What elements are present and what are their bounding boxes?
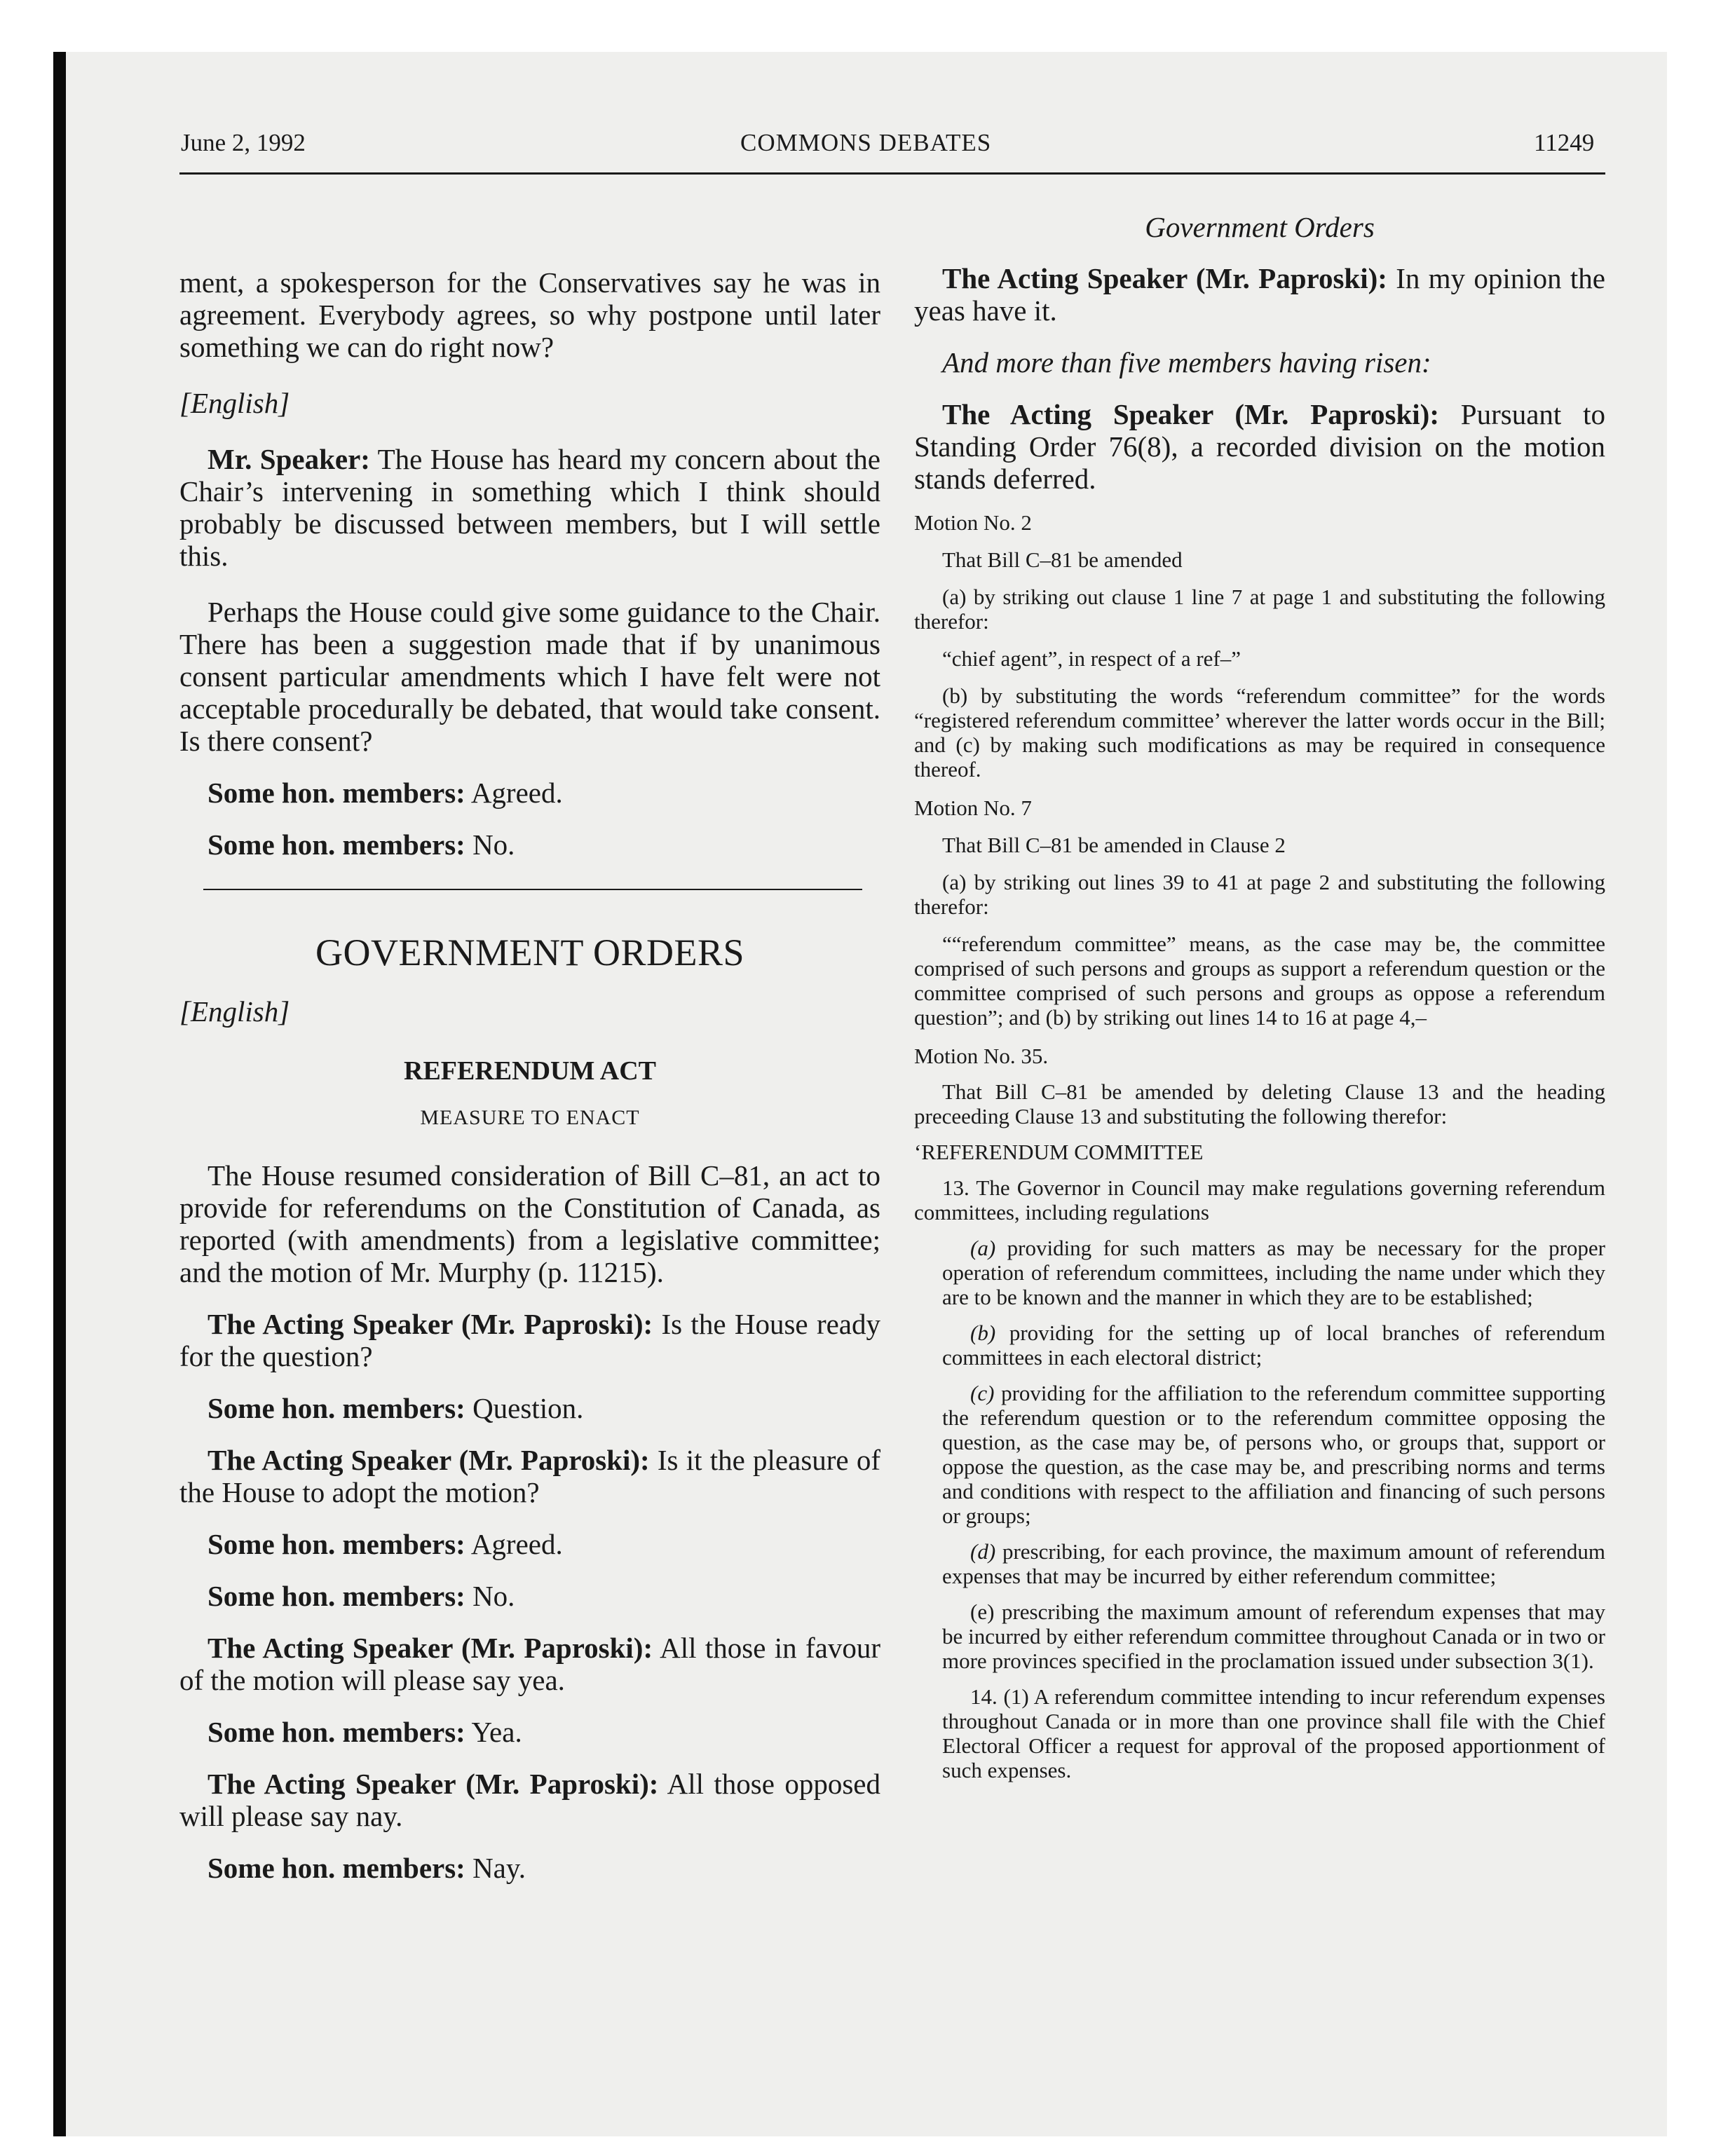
speech-text: No.: [465, 1580, 515, 1612]
clause-heading: ‘REFERENDUM COMMITTEE: [914, 1140, 1204, 1164]
speech-text: All those in favour of the motion will please say yea.: [179, 1632, 880, 1696]
motion-title: Motion No. 35.: [914, 1044, 1049, 1068]
speech-text: Nay.: [465, 1852, 526, 1884]
paragraph: [179, 1308, 880, 1372]
item-label: (d): [970, 1539, 996, 1564]
header-page-number: 11249: [1534, 129, 1595, 156]
speaker-name: The Acting Speaker (Mr. Paproski):: [207, 1308, 653, 1340]
paragraph: ment, a spokesperson for the Conservatives say he was in agreement. Everybody agrees, so why postpone until later something we can do right now?: [179, 266, 880, 363]
paragraph: [179, 1528, 880, 1560]
item-label: (c): [970, 1381, 995, 1405]
clause-text: 13. The Governor in Council may make regulations governing referendum committees, including regulations: [914, 1175, 1605, 1224]
speaker-name: Some hon. members:: [207, 1852, 465, 1884]
paragraph: The House resumed consideration of Bill C–81, an act to provide for referendums on the Constitution of Canada, as reported (with amendments) from a legislative committee; and the motion of Mr. Murphy (p. 11215).: [179, 1159, 880, 1288]
right-column: [914, 210, 1605, 1782]
speaker-name: The Acting Speaker (Mr. Paproski):: [207, 1444, 650, 1476]
clause-item: [914, 1321, 1605, 1370]
speech-text: Agreed.: [465, 777, 563, 809]
language-note: [English]: [179, 995, 290, 1028]
paragraph: [179, 1580, 880, 1612]
speaker-name: Some hon. members:: [207, 828, 465, 861]
speech-text: Is the House ready for the question?: [179, 1308, 880, 1372]
item-text: providing for the affiliation to the referendum committee supporting the referendum question or to the referendum committee opposing the question, as the case may be, of persons who, or groups that, support or oppose the question, as the case may be, and prescribing norms and terms and conditions with respect to the affiliation and financing of such persons or groups;: [942, 1381, 1605, 1528]
clause-item: [914, 1381, 1605, 1528]
speaker-name: Some hon. members:: [207, 1716, 465, 1748]
speaker-name: The Acting Speaker (Mr. Paproski):: [942, 262, 1387, 294]
paragraph: [179, 1444, 880, 1508]
speech-text: Pursuant to Standing Order 76(8), a recorded division on the motion stands deferred.: [914, 398, 1605, 495]
speech-text: Question.: [465, 1392, 584, 1424]
speech-text: In my opinion the yeas have it.: [914, 262, 1605, 327]
item-text: providing for the setting up of local branches of referendum committees in each electoral district;: [942, 1321, 1605, 1370]
paragraph: [179, 1716, 880, 1748]
motion-text: That Bill C–81 be amended by deleting Clause 13 and the heading preceeding Clause 13 and substituting the following therefor:: [914, 1079, 1605, 1128]
paragraph: [179, 1768, 880, 1832]
section-heading: GOVERNMENT ORDERS: [315, 932, 745, 974]
clause-text: 14. (1) A referendum committee intending to incur referendum expenses throughout Canada or in more than one province shall file with the Chief Electoral Officer a request for approval of the proposed apportionment of such expenses.: [942, 1684, 1605, 1782]
header-title: COMMONS DEBATES: [740, 129, 992, 156]
paragraph: [914, 262, 1605, 327]
paragraph: [914, 398, 1605, 495]
motion-text: (a) by striking out clause 1 line 7 at page 1 and substituting the following therefor:: [914, 585, 1605, 634]
stage-direction: And more than five members having risen:: [942, 346, 1431, 378]
language-note: [English]: [179, 387, 290, 419]
speaker-name: The Acting Speaker (Mr. Paproski):: [207, 1768, 659, 1800]
header-date: June 2, 1992: [181, 129, 306, 156]
paragraph: [179, 1852, 880, 1884]
motion-text: (a) by striking out lines 39 to 41 at page 2 and substituting the following therefor:: [914, 870, 1605, 919]
act-heading: REFERENDUM ACT: [404, 1056, 656, 1086]
paragraph: [179, 828, 880, 861]
speech-text: All those opposed will please say nay.: [179, 1768, 880, 1832]
header-rule: [179, 172, 1605, 175]
paragraph: [179, 777, 880, 809]
motion-title: Motion No. 7: [914, 796, 1032, 820]
motion-text: That Bill C–81 be amended in Clause 2: [942, 833, 1286, 857]
paragraph: [179, 1392, 880, 1424]
section-divider: [203, 889, 862, 890]
speech-text: Is it the pleasure of the House to adopt the motion?: [179, 1444, 880, 1508]
speech-text: Yea.: [465, 1716, 522, 1748]
left-column: [179, 210, 880, 1884]
speech-text: The House has heard my concern about the Chair’s intervening in something which I think should probably be discussed between members, but I will settle this.: [179, 443, 880, 572]
speaker-name: The Acting Speaker (Mr. Paproski):: [942, 398, 1439, 430]
speaker-name: The Acting Speaker (Mr. Paproski):: [207, 1632, 653, 1664]
speaker-name: Mr. Speaker:: [207, 443, 370, 475]
item-text: prescribing, for each province, the maximum amount of referendum expenses that may be incurred by either referendum committee;: [942, 1539, 1605, 1588]
motion-title: Motion No. 2: [914, 510, 1032, 535]
item-label: (b): [970, 1321, 996, 1345]
running-head: Government Orders: [1145, 211, 1375, 243]
paragraph: [179, 443, 880, 572]
speech-text: No.: [465, 828, 515, 861]
motion-text: “chief agent”, in respect of a ref–”: [942, 646, 1241, 671]
clause-item: [914, 1539, 1605, 1588]
speaker-name: Some hon. members:: [207, 1392, 465, 1424]
subheading: MEASURE TO ENACT: [420, 1106, 640, 1129]
item-text: providing for such matters as may be necessary for the proper operation of referendum committees, including the name under which they are to be known and the manner in which they are to be established;: [942, 1236, 1605, 1309]
scan-binding-edge: [53, 52, 66, 2136]
speech-text: Agreed.: [465, 1528, 563, 1560]
speaker-name: Some hon. members:: [207, 777, 465, 809]
item-label: (a): [970, 1236, 996, 1260]
motion-text: (b) by substituting the words “referendum committee” for the words “registered referendum committee’ wherever the latter words occur in the Bill; and (c) by making such modifications as may be required in consequence thereof.: [914, 683, 1605, 782]
clause-item: (e) prescribing the maximum amount of referendum expenses that may be incurred by either referendum committee throughout Canada or in two or more provinces specified in the proclamation issued under subsection 3(1).: [942, 1599, 1605, 1673]
speaker-name: Some hon. members:: [207, 1580, 465, 1612]
clause-item: [914, 1236, 1605, 1309]
paragraph: [179, 1632, 880, 1696]
paragraph: Perhaps the House could give some guidance to the Chair. There has been a suggestion made that if by unanimous consent particular amendments which I have felt were not acceptable procedurally be debated, that would take consent. Is there consent?: [179, 596, 880, 757]
speaker-name: Some hon. members:: [207, 1528, 465, 1560]
motion-text: ““referendum committee” means, as the case may be, the committee comprised of such persons and groups as support a referendum question or the committee comprised of such persons and groups as oppose a referendum question”; and (b) by striking out lines 14 to 16 at page 4,–: [914, 932, 1605, 1030]
motion-text: That Bill C–81 be amended: [942, 547, 1183, 572]
